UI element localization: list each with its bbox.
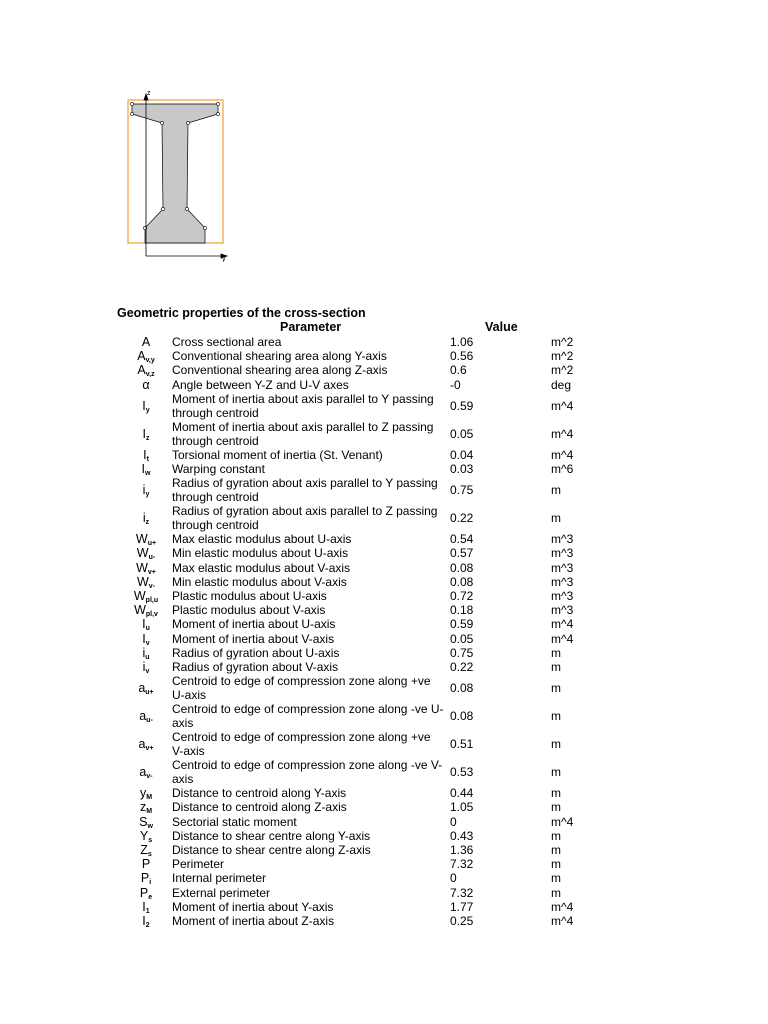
parameter-description: Min elastic modulus about V-axis bbox=[172, 574, 347, 589]
parameter-description: Moment of inertia about Y-axis bbox=[172, 899, 334, 914]
parameter-description: Moment of inertia about V-axis bbox=[172, 631, 335, 646]
parameter-description: Moment of inertia about axis parallel to Y passing through centroid bbox=[172, 391, 434, 420]
z-axis-label: z bbox=[147, 90, 151, 97]
parameter-unit: m^4 bbox=[551, 426, 574, 441]
parameter-description: Centroid to edge of compression zone along +ve U-axis bbox=[172, 674, 431, 703]
parameter-value: 1.36 bbox=[450, 843, 474, 857]
parameter-unit: m bbox=[551, 857, 561, 872]
parameter-value: 0.04 bbox=[450, 447, 474, 462]
parameter-unit: m bbox=[551, 885, 561, 900]
parameter-value: 0.08 bbox=[450, 709, 474, 724]
parameter-symbol: $I_z$ bbox=[142, 426, 150, 442]
parameter-description: Warping constant bbox=[172, 462, 265, 476]
parameter-description: Centroid to edge of compression zone along +ve V-axis bbox=[172, 730, 431, 759]
parameter-description: Radius of gyration about V-axis bbox=[172, 660, 339, 674]
parameter-symbol: $A_{v,z}$ bbox=[137, 363, 155, 379]
vertex-marker bbox=[161, 207, 164, 210]
parameter-description: Radius of gyration about U-axis bbox=[172, 645, 340, 660]
parameter-description: Perimeter bbox=[172, 857, 225, 872]
parameter-unit: m^4 bbox=[551, 617, 574, 632]
parameter-value: 1.77 bbox=[450, 899, 474, 914]
parameter-symbol: $I_y$ bbox=[142, 398, 150, 414]
parameter-symbol: $P_e$ bbox=[139, 885, 153, 901]
parameter-description: Sectorial static moment bbox=[172, 814, 297, 829]
vertex-marker bbox=[130, 102, 133, 105]
parameter-description: Moment of inertia about U-axis bbox=[172, 617, 336, 632]
parameter-unit: m^2 bbox=[551, 349, 574, 364]
parameter-description: Moment of inertia about axis parallel to Z passing through centroid bbox=[172, 419, 434, 448]
parameter-description: Conventional shearing area along Z-axis bbox=[172, 363, 388, 378]
parameter-unit: m bbox=[551, 660, 561, 674]
parameter-symbol: $i_u$ bbox=[142, 645, 150, 661]
parameter-unit: m bbox=[551, 800, 561, 815]
parameter-symbol: $I_2$ bbox=[142, 914, 150, 929]
parameter-description: Plastic modulus about V-axis bbox=[172, 603, 326, 618]
parameter-symbol: $a_{u+}$ bbox=[138, 681, 154, 697]
parameter-unit: m^2 bbox=[551, 363, 574, 378]
parameter-value: 0.43 bbox=[450, 828, 474, 843]
parameter-value: 0.25 bbox=[450, 914, 474, 928]
parameter-symbol: $i_y$ bbox=[142, 483, 150, 499]
parameter-value: 0.75 bbox=[450, 645, 474, 660]
parameter-symbol: A bbox=[141, 335, 151, 349]
parameter-value: 0.59 bbox=[450, 617, 474, 632]
parameter-unit: deg bbox=[551, 377, 572, 392]
parameter-value: 0.08 bbox=[450, 681, 474, 696]
parameter-value: 0.44 bbox=[450, 786, 474, 801]
parameter-symbol: $S_w$ bbox=[139, 814, 153, 830]
parameter-unit: m^3 bbox=[551, 546, 574, 561]
parameter-symbol: P bbox=[141, 857, 151, 872]
parameter-description: Distance to shear centre along Y-axis bbox=[172, 828, 371, 843]
parameter-symbol: $W_{pl,u}$ bbox=[133, 589, 159, 604]
parameter-symbol: $Z_s$ bbox=[140, 843, 152, 858]
parameter-unit: m^3 bbox=[551, 560, 574, 575]
parameter-unit: m^4 bbox=[551, 398, 574, 413]
parameter-symbol: $I_u$ bbox=[142, 617, 150, 633]
vertex-marker bbox=[216, 112, 219, 115]
parameter-value: 0.75 bbox=[450, 483, 474, 498]
parameter-unit: m^6 bbox=[551, 462, 574, 476]
parameter-unit: m bbox=[551, 511, 561, 526]
parameter-symbol: $A_{v,y}$ bbox=[137, 349, 155, 365]
parameter-unit: m bbox=[551, 681, 561, 696]
parameter-description: Cross sectional area bbox=[172, 335, 282, 349]
parameter-value: 0.18 bbox=[450, 603, 474, 618]
parameter-value: 0 bbox=[450, 814, 457, 829]
parameter-value: 0.56 bbox=[450, 349, 474, 364]
parameter-description: Max elastic modulus about V-axis bbox=[172, 560, 351, 575]
vertex-marker bbox=[185, 207, 188, 210]
parameter-value: 0.05 bbox=[450, 631, 474, 646]
parameter-value: 0 bbox=[450, 871, 457, 886]
parameter-unit: m^3 bbox=[551, 589, 574, 603]
parameter-symbol: $I_v$ bbox=[142, 631, 150, 647]
parameter-unit: m bbox=[551, 645, 561, 660]
parameter-symbol: $a_{u-}$ bbox=[139, 709, 153, 725]
parameter-value: 1.06 bbox=[450, 335, 474, 349]
parameter-symbol: $y_M$ bbox=[139, 786, 153, 802]
parameter-unit: m bbox=[551, 483, 561, 498]
parameter-symbol: $W_{u+}$ bbox=[135, 532, 157, 548]
parameter-value: 0.53 bbox=[450, 765, 474, 780]
parameter-unit: m^3 bbox=[551, 532, 574, 547]
parameter-symbol: α bbox=[142, 377, 150, 392]
cross-section-figure bbox=[118, 86, 238, 262]
parameter-unit: m^3 bbox=[551, 574, 574, 589]
parameter-symbol: $W_{pl,v}$ bbox=[134, 603, 158, 619]
value-column-header: Value bbox=[485, 320, 518, 334]
parameter-value: 0.08 bbox=[450, 560, 474, 575]
parameter-symbol: $W_{v-}$ bbox=[136, 574, 156, 590]
parameter-unit: m^4 bbox=[551, 631, 574, 646]
parameter-unit: m bbox=[551, 709, 561, 724]
parameter-description: Internal perimeter bbox=[172, 871, 267, 886]
parameter-value: 0.72 bbox=[450, 589, 474, 603]
parameter-symbol: $I_w$ bbox=[141, 462, 151, 477]
parameter-symbol: $z_M$ bbox=[139, 800, 153, 816]
section-shape bbox=[132, 104, 218, 243]
parameter-symbol: $i_v$ bbox=[142, 660, 150, 675]
parameter-value: 0.51 bbox=[450, 737, 474, 752]
parameter-unit: m bbox=[551, 737, 561, 752]
parameter-value: 0.03 bbox=[450, 462, 474, 476]
parameter-unit: m^4 bbox=[551, 447, 574, 462]
vertex-marker bbox=[130, 112, 133, 115]
section-heading: Geometric properties of the cross-section bbox=[117, 306, 366, 320]
parameter-description: Moment of inertia about Z-axis bbox=[172, 914, 335, 928]
parameter-unit: m bbox=[551, 828, 561, 843]
parameter-value: 0.59 bbox=[450, 398, 474, 413]
parameter-symbol: $a_{v+}$ bbox=[138, 737, 154, 753]
parameter-symbol: $I_1$ bbox=[142, 899, 150, 915]
parameter-value: 0.54 bbox=[450, 532, 474, 547]
parameter-description: Min elastic modulus about U-axis bbox=[172, 546, 349, 561]
parameter-value: 1.05 bbox=[450, 800, 474, 815]
parameter-value: 0.08 bbox=[450, 574, 474, 589]
parameter-description: Plastic modulus about U-axis bbox=[172, 589, 327, 603]
vertex-marker bbox=[160, 121, 163, 124]
parameter-unit: m bbox=[551, 786, 561, 801]
parameter-symbol: $I_t$ bbox=[143, 447, 149, 463]
parameter-unit: m^4 bbox=[551, 914, 574, 928]
parameter-unit: m^4 bbox=[551, 899, 574, 914]
parameter-description: Conventional shearing area along Y-axis bbox=[172, 349, 387, 364]
parameter-description: Centroid to edge of compression zone along -ve V-axis bbox=[172, 758, 443, 787]
parameter-value: 7.32 bbox=[450, 885, 474, 900]
parameter-description: Radius of gyration about axis parallel to Y passing through centroid bbox=[172, 476, 438, 505]
parameter-value: 7.32 bbox=[450, 857, 474, 872]
parameter-value: 0.6 bbox=[450, 363, 467, 378]
vertex-marker bbox=[186, 121, 189, 124]
parameter-description: Radius of gyration about axis parallel to Z passing through centroid bbox=[172, 504, 438, 533]
parameter-description: Distance to centroid along Y-axis bbox=[172, 786, 347, 801]
parameter-symbol: $a_{v-}$ bbox=[139, 765, 153, 781]
parameter-unit: m bbox=[551, 871, 561, 886]
parameter-description: Distance to centroid along Z-axis bbox=[172, 800, 347, 815]
parameter-symbol: $Y_s$ bbox=[139, 828, 153, 844]
parameter-unit: m^3 bbox=[551, 603, 574, 618]
parameter-value: -0 bbox=[450, 377, 461, 392]
parameter-symbol: $P_i$ bbox=[140, 871, 152, 887]
parameter-description: Centroid to edge of compression zone along -ve U-axis bbox=[172, 702, 444, 731]
parameter-description: Torsional moment of inertia (St. Venant) bbox=[172, 447, 383, 462]
parameter-value: 0.05 bbox=[450, 426, 474, 441]
vertex-marker bbox=[216, 102, 219, 105]
vertex-marker bbox=[203, 226, 206, 229]
parameter-value: 0.22 bbox=[450, 511, 474, 526]
parameter-symbol: $W_{u-}$ bbox=[136, 546, 156, 562]
parameter-unit: m bbox=[551, 843, 561, 857]
parameter-symbol: $i_z$ bbox=[142, 511, 150, 527]
parameter-description: Angle between Y-Z and U-V axes bbox=[172, 377, 349, 392]
parameter-description: Max elastic modulus about U-axis bbox=[172, 532, 352, 547]
parameter-description: Distance to shear centre along Z-axis bbox=[172, 843, 371, 857]
parameter-symbol: $W_{v+}$ bbox=[136, 560, 156, 576]
parameter-unit: m bbox=[551, 765, 561, 780]
parameter-value: 0.22 bbox=[450, 660, 474, 674]
parameter-column-header: Parameter bbox=[280, 320, 342, 334]
parameter-value: 0.57 bbox=[450, 546, 474, 561]
parameter-unit: m^4 bbox=[551, 814, 574, 829]
parameter-description: External perimeter bbox=[172, 885, 271, 900]
y-axis-label: y bbox=[222, 256, 226, 262]
parameter-unit: m^2 bbox=[551, 335, 574, 349]
